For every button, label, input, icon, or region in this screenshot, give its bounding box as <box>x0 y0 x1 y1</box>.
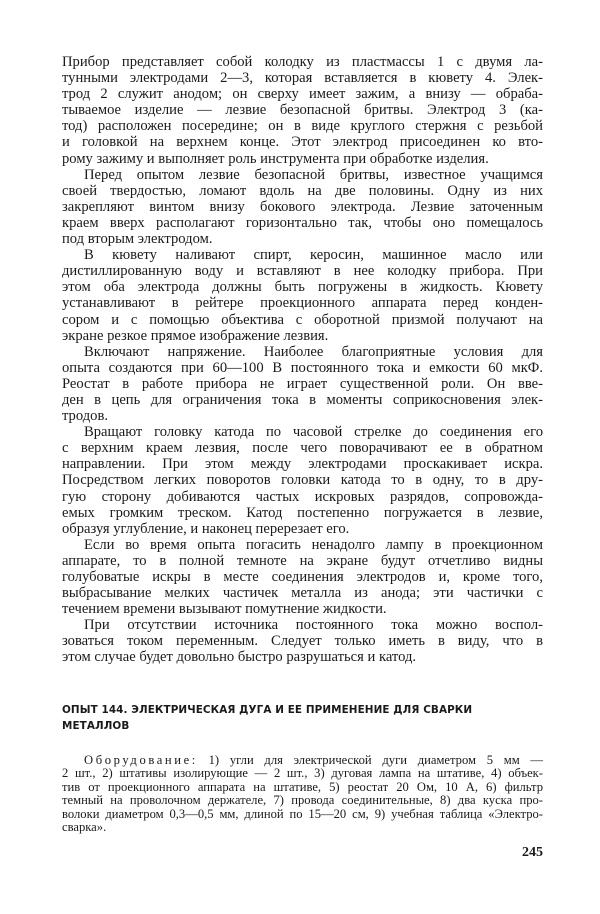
text-line: Включают напряжение. Наиболее благоприятные условия для <box>84 343 543 360</box>
equipment-line: тив от проекционного аппарата на штативе, 5) реостат 20 Ом, 10 А, 6) фильтр <box>62 779 543 794</box>
text-line: Посредством легких поворотов головки катода то в одну, то в дру- <box>62 472 543 489</box>
paragraph <box>62 167 543 247</box>
text-line: образуя углубление, и наконец перерезает его. <box>62 520 350 537</box>
equipment-line: волоки диаметром 0,3—0,5 мм, длиной по 15—20 см, 9) учебная таблица «Электро- <box>62 806 543 821</box>
equipment-line: темный на проволочном держателе, 7) провода соединительные, 8) два куска про- <box>62 793 543 808</box>
text-line: сором и с помощью объектива с оборотной призмой получают на <box>62 311 543 328</box>
text-line: В кювету наливают спирт, керосин, машинное масло или <box>84 247 543 264</box>
text-line: емых громким треском. Катод постепенно погружается в лезвие, <box>62 504 543 521</box>
equipment-line <box>62 754 543 767</box>
text-line: под вторым электродом. <box>62 231 213 248</box>
text-line: зоваться током переменным. Следует только иметь в виду, что в <box>62 633 543 650</box>
text-line: с верхним краем лезвия, после чего поворачивают ее в обратном <box>62 440 543 457</box>
section-heading <box>62 702 543 734</box>
text-line: своей твердостью, ломают вдоль на две половины. Одну из них <box>62 182 543 199</box>
paragraph <box>62 617 543 665</box>
equipment-line: 2 шт., 2) штативы изолирующие — 2 шт., 3) дуговая лампа на штативе, 4) объек- <box>62 766 543 781</box>
text-line: и головкой на верхнем конце. Этот электрод присоединен ко вто- <box>62 134 543 151</box>
text-line: При отсутствии источника постоянного тока можно воспол- <box>84 617 543 634</box>
text-line: опыта создаются при 60—100 В постоянного тока и емкости 60 мкФ. <box>62 359 543 376</box>
equipment-paragraph <box>62 754 543 834</box>
text-line: тродов. <box>62 408 108 425</box>
text-line: гую сторону добиваются частых искровых разрядов, сопровожда- <box>62 488 543 505</box>
equipment-line: сварка». <box>62 819 107 834</box>
text-line: ден в цепь для ограничения тока в моменты соприкосновения элек- <box>62 391 543 408</box>
text-line: Реостат в работе прибора не играет существенной роли. Он вве- <box>62 375 543 392</box>
text-line: трод 2 служит анодом; он сверху имеет зажим, а внизу — обраба- <box>62 86 543 103</box>
text-line: направлении. При этом между электродами проскакивает искра. <box>62 456 543 473</box>
text-line: течением времени вызывают помутнение жидкости. <box>62 601 387 618</box>
text-line: дистиллированную воду и вставляют в нее колодку прибора. При <box>62 263 543 280</box>
paragraph <box>62 424 543 537</box>
text-line: тываемое изделие — лезвие безопасной бритвы. Электрод 3 (ка- <box>62 102 543 119</box>
paragraph <box>62 54 543 167</box>
heading-line: ОПЫТ 144. ЭЛЕКТРИЧЕСКАЯ ДУГА И ЕЕ ПРИМЕНЕНИЕ ДЛЯ СВАРКИ <box>62 704 473 716</box>
text-line: тунными электродами 2—3, которая вставляется в кювету 4. Элек- <box>62 70 543 87</box>
page-number: 245 <box>522 845 543 860</box>
text-line: голубоватые искры в месте соединения электродов и, кроме того, <box>62 569 543 585</box>
text-line: Вращают головку катода по часовой стрелке до соединения его <box>84 424 543 441</box>
text-line: рому зажиму и выполняет роль инструмента при обработке изделия. <box>62 150 489 167</box>
body-text <box>62 54 543 666</box>
text-line: тод) расположен посередине; он в виде круглого стержня с резьбой <box>62 118 543 135</box>
text-line: аппарате, то в полной темноте на экране будут отчетливо видны <box>62 552 543 569</box>
equipment-label: Оборудование: <box>84 753 198 767</box>
text-line: закрепляют винтом внизу бокового электрода. Лезвие заточенным <box>62 198 543 215</box>
text-line: выбрасывание мелких частичек металла из анода; эти частички с <box>62 585 543 602</box>
equipment-text: 1) угли для электрической дуги диаметром 5 мм — <box>208 753 543 767</box>
text-line: устанавливают в рейтере проекционного аппарата перед конден- <box>62 295 543 312</box>
text-line: Прибор представляет собой колодку из пластмассы 1 с двумя ла- <box>62 54 543 70</box>
text-line: краем вверх располагают горизонтально так, чтобы оно помещалось <box>62 214 543 231</box>
paragraph <box>62 537 543 617</box>
paragraph <box>62 247 543 344</box>
paragraph <box>62 344 543 424</box>
text-line: этом случае будет довольно быстро разрушаться и катод. <box>62 649 417 666</box>
text-line: Перед опытом лезвие безопасной бритвы, известное учащимся <box>84 166 543 183</box>
text-line: экране резкое прямое изображение лезвия. <box>62 327 329 344</box>
text-line: Если во время опыта погасить ненадолго лампу в проекционном <box>84 536 543 553</box>
text-line: этом оба электрода должны быть погружены в жидкость. Кювету <box>62 279 543 296</box>
heading-line: МЕТАЛЛОВ <box>62 720 130 733</box>
